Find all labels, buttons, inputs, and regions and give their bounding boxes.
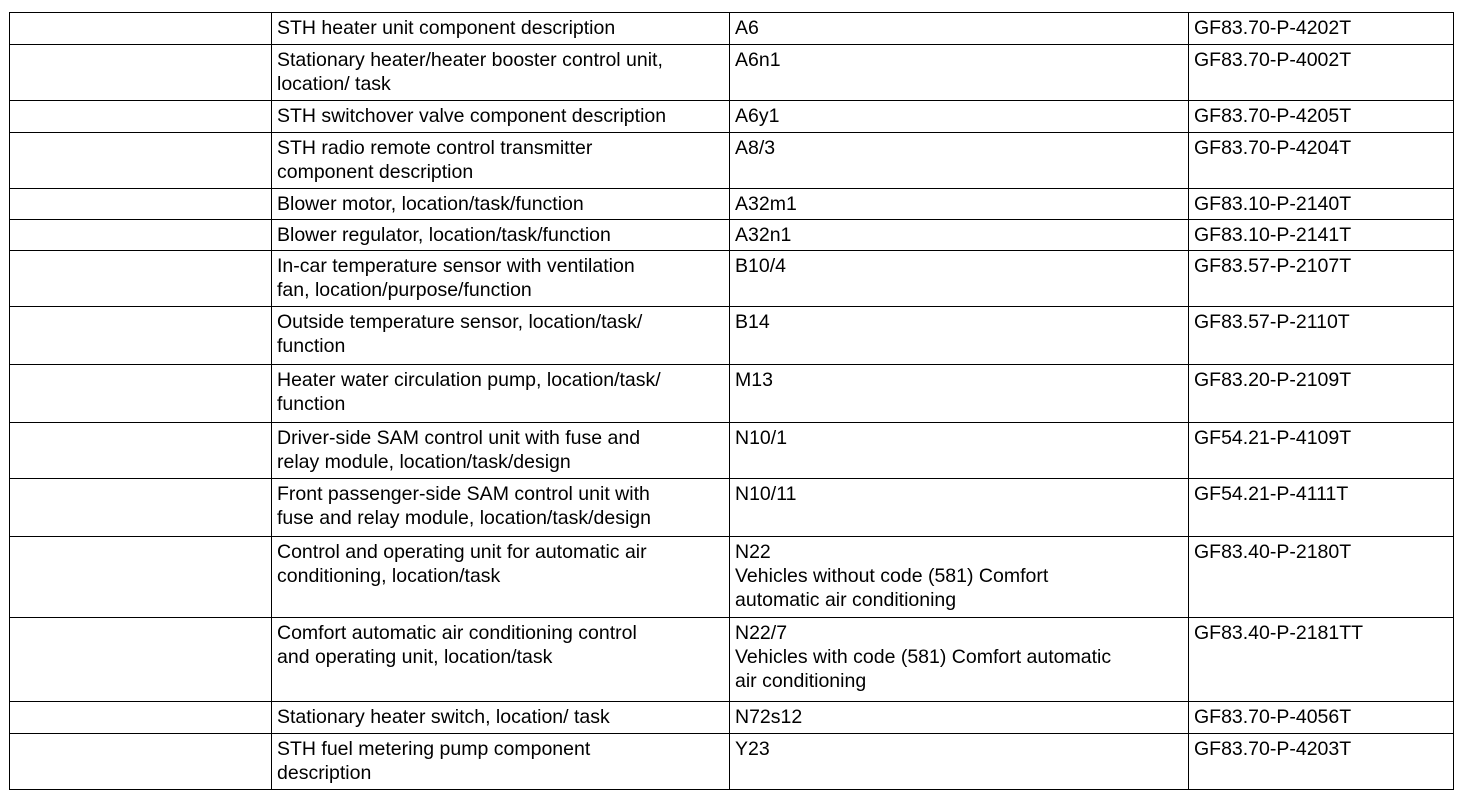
- component-code-cell: N22 Vehicles without code (581) Comfort automatic air conditioning: [730, 537, 1189, 618]
- document-number-cell: GF83.70-P-4202T: [1189, 13, 1454, 45]
- document-number-cell: GF83.70-P-4203T: [1189, 734, 1454, 790]
- description-cell: Driver-side SAM control unit with fuse and relay module, location/task/design: [272, 423, 730, 479]
- document-number-cell: GF83.70-P-4056T: [1189, 702, 1454, 734]
- table-row: [10, 101, 1454, 133]
- description-cell: STH switchover valve component description: [272, 101, 730, 133]
- component-reference-table: [9, 12, 1454, 790]
- document-number-cell: GF83.70-P-4204T: [1189, 133, 1454, 189]
- table-row: [10, 307, 1454, 365]
- document-number-cell: GF83.70-P-4205T: [1189, 101, 1454, 133]
- blank-cell: [10, 220, 272, 251]
- blank-cell: [10, 537, 272, 618]
- table-row: [10, 220, 1454, 251]
- blank-cell: [10, 45, 272, 101]
- table-row: [10, 45, 1454, 101]
- component-code-cell: B10/4: [730, 251, 1189, 307]
- description-cell: Blower motor, location/task/function: [272, 189, 730, 220]
- description-cell: STH heater unit component description: [272, 13, 730, 45]
- document-number-cell: GF83.57-P-2107T: [1189, 251, 1454, 307]
- table-row: [10, 251, 1454, 307]
- table-body: [10, 13, 1454, 790]
- description-cell: Heater water circulation pump, location/task/ function: [272, 365, 730, 423]
- table-row: [10, 479, 1454, 537]
- blank-cell: [10, 307, 272, 365]
- component-code-cell: Y23: [730, 734, 1189, 790]
- document-number-cell: GF83.10-P-2141T: [1189, 220, 1454, 251]
- description-cell: Blower regulator, location/task/function: [272, 220, 730, 251]
- table-row: [10, 13, 1454, 45]
- blank-cell: [10, 13, 272, 45]
- document-number-cell: GF83.70-P-4002T: [1189, 45, 1454, 101]
- component-code-cell: N72s12: [730, 702, 1189, 734]
- component-code-cell: A32m1: [730, 189, 1189, 220]
- description-cell: Stationary heater/heater booster control unit, location/ task: [272, 45, 730, 101]
- table-row: [10, 537, 1454, 618]
- component-code-cell: M13: [730, 365, 1189, 423]
- description-cell: Comfort automatic air conditioning control and operating unit, location/task: [272, 618, 730, 702]
- description-cell: Front passenger-side SAM control unit with fuse and relay module, location/task/design: [272, 479, 730, 537]
- component-code-cell: A32n1: [730, 220, 1189, 251]
- document-number-cell: GF83.40-P-2180T: [1189, 537, 1454, 618]
- blank-cell: [10, 618, 272, 702]
- document-number-cell: GF83.57-P-2110T: [1189, 307, 1454, 365]
- description-cell: STH fuel metering pump component description: [272, 734, 730, 790]
- document-number-cell: GF83.10-P-2140T: [1189, 189, 1454, 220]
- table-row: [10, 702, 1454, 734]
- blank-cell: [10, 479, 272, 537]
- table-row: [10, 423, 1454, 479]
- component-code-cell: N10/1: [730, 423, 1189, 479]
- document-number-cell: GF83.40-P-2181TT: [1189, 618, 1454, 702]
- description-cell: In-car temperature sensor with ventilation fan, location/purpose/function: [272, 251, 730, 307]
- blank-cell: [10, 702, 272, 734]
- table-row: [10, 365, 1454, 423]
- description-cell: Control and operating unit for automatic air conditioning, location/task: [272, 537, 730, 618]
- description-cell: STH radio remote control transmitter component description: [272, 133, 730, 189]
- document-number-cell: GF54.21-P-4109T: [1189, 423, 1454, 479]
- component-code-cell: N10/11: [730, 479, 1189, 537]
- table-row: [10, 133, 1454, 189]
- component-code-cell: A6: [730, 13, 1189, 45]
- description-cell: Stationary heater switch, location/ task: [272, 702, 730, 734]
- document-number-cell: GF83.20-P-2109T: [1189, 365, 1454, 423]
- document-number-cell: GF54.21-P-4111T: [1189, 479, 1454, 537]
- component-code-cell: N22/7 Vehicles with code (581) Comfort automatic air conditioning: [730, 618, 1189, 702]
- component-code-cell: A6y1: [730, 101, 1189, 133]
- blank-cell: [10, 101, 272, 133]
- blank-cell: [10, 133, 272, 189]
- table-row: [10, 618, 1454, 702]
- blank-cell: [10, 365, 272, 423]
- description-cell: Outside temperature sensor, location/task/ function: [272, 307, 730, 365]
- table-row: [10, 734, 1454, 790]
- component-code-cell: A6n1: [730, 45, 1189, 101]
- blank-cell: [10, 423, 272, 479]
- blank-cell: [10, 251, 272, 307]
- blank-cell: [10, 189, 272, 220]
- component-code-cell: B14: [730, 307, 1189, 365]
- component-code-cell: A8/3: [730, 133, 1189, 189]
- blank-cell: [10, 734, 272, 790]
- table-row: [10, 189, 1454, 220]
